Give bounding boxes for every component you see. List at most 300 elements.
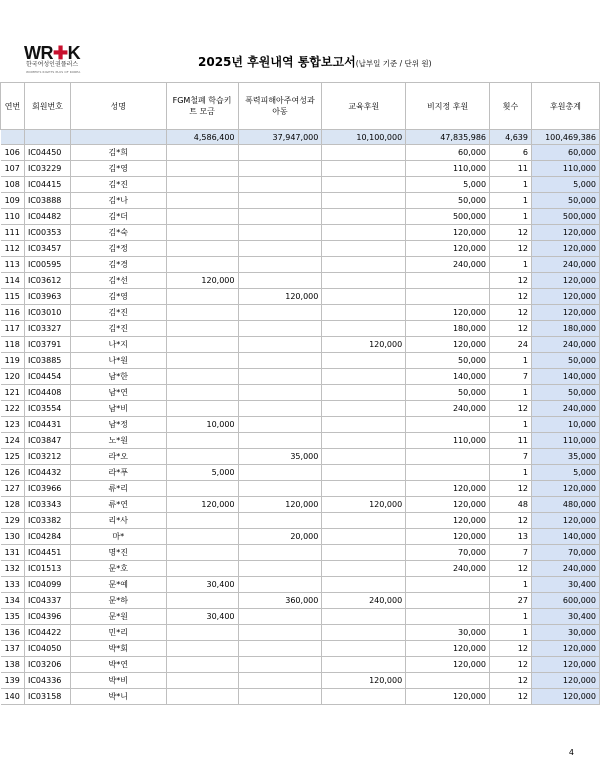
row-fgm: 120,000 [166, 497, 238, 513]
row-violence [238, 193, 322, 209]
table-row [1, 577, 600, 593]
row-count: 12 [490, 401, 532, 417]
row-violence: 35,000 [238, 449, 322, 465]
row-unspecified: 120,000 [406, 641, 490, 657]
row-member-id: IC04050 [24, 641, 70, 657]
row-count: 48 [490, 497, 532, 513]
row-unspecified: 120,000 [406, 657, 490, 673]
row-violence [238, 417, 322, 433]
row-unspecified: 110,000 [406, 161, 490, 177]
row-education [322, 657, 406, 673]
row-no: 125 [1, 449, 25, 465]
row-name: 박*비 [70, 673, 166, 689]
row-member-id: IC03791 [24, 337, 70, 353]
row-no: 130 [1, 529, 25, 545]
row-education [322, 561, 406, 577]
row-unspecified [406, 273, 490, 289]
row-education [322, 689, 406, 705]
row-education [322, 449, 406, 465]
row-unspecified: 50,000 [406, 385, 490, 401]
row-member-id: IC04099 [24, 577, 70, 593]
row-member-id: IC03158 [24, 689, 70, 705]
row-name: 류*연 [70, 497, 166, 513]
row-unspecified: 30,000 [406, 625, 490, 641]
row-education [322, 225, 406, 241]
row-violence [238, 433, 322, 449]
row-name: 명*진 [70, 545, 166, 561]
row-violence [238, 673, 322, 689]
row-violence [238, 305, 322, 321]
row-member-id: IC04431 [24, 417, 70, 433]
row-fgm [166, 529, 238, 545]
row-name: 문*예 [70, 577, 166, 593]
row-violence: 360,000 [238, 593, 322, 609]
row-unspecified: 120,000 [406, 481, 490, 497]
row-unspecified: 70,000 [406, 545, 490, 561]
row-violence [238, 145, 322, 161]
row-count: 12 [490, 657, 532, 673]
row-count: 24 [490, 337, 532, 353]
row-fgm: 30,400 [166, 609, 238, 625]
row-unspecified: 500,000 [406, 209, 490, 225]
row-violence [238, 657, 322, 673]
table-row [1, 289, 600, 305]
row-no: 126 [1, 465, 25, 481]
row-total: 500,000 [531, 209, 599, 225]
logo-cross-icon: ✚ [53, 43, 68, 63]
row-total: 120,000 [531, 513, 599, 529]
logo-english-name: WOMEN'S RIGHTS PLUS OF KOREA [26, 70, 81, 74]
row-no: 137 [1, 641, 25, 657]
row-unspecified: 60,000 [406, 145, 490, 161]
row-member-id: IC04415 [24, 177, 70, 193]
row-fgm [166, 689, 238, 705]
row-violence [238, 241, 322, 257]
row-total: 480,000 [531, 497, 599, 513]
table-row [1, 385, 600, 401]
header-violence: 폭력피해아주여성과 아동 [238, 83, 322, 130]
table-row [1, 337, 600, 353]
row-education [322, 145, 406, 161]
row-education [322, 305, 406, 321]
row-total: 240,000 [531, 257, 599, 273]
row-unspecified [406, 417, 490, 433]
row-count: 7 [490, 369, 532, 385]
row-violence [238, 353, 322, 369]
total-unspecified: 47,835,986 [406, 130, 490, 145]
row-education [322, 257, 406, 273]
row-name: 김*더 [70, 209, 166, 225]
row-unspecified: 5,000 [406, 177, 490, 193]
header-count: 횟수 [490, 83, 532, 130]
total-violence: 37,947,000 [238, 130, 322, 145]
row-name: 노*원 [70, 433, 166, 449]
row-total: 110,000 [531, 433, 599, 449]
row-unspecified [406, 289, 490, 305]
row-fgm [166, 561, 238, 577]
row-member-id: IC03229 [24, 161, 70, 177]
table-row [1, 689, 600, 705]
row-education [322, 625, 406, 641]
row-fgm [166, 337, 238, 353]
row-education [322, 321, 406, 337]
row-violence [238, 177, 322, 193]
row-name: 남*비 [70, 401, 166, 417]
row-no: 138 [1, 657, 25, 673]
row-count: 27 [490, 593, 532, 609]
page-title [198, 53, 432, 70]
row-name: 김*나 [70, 193, 166, 209]
row-violence [238, 513, 322, 529]
row-member-id: IC04422 [24, 625, 70, 641]
row-no: 122 [1, 401, 25, 417]
row-unspecified: 120,000 [406, 337, 490, 353]
table-row [1, 673, 600, 689]
row-no: 108 [1, 177, 25, 193]
row-fgm [166, 305, 238, 321]
row-fgm [166, 193, 238, 209]
row-education [322, 513, 406, 529]
row-fgm [166, 449, 238, 465]
row-name: 남*연 [70, 385, 166, 401]
row-name: 문*원 [70, 609, 166, 625]
row-violence [238, 545, 322, 561]
row-member-id: IC04336 [24, 673, 70, 689]
row-education: 240,000 [322, 593, 406, 609]
row-fgm: 30,400 [166, 577, 238, 593]
row-education [322, 481, 406, 497]
row-count: 12 [490, 513, 532, 529]
row-count: 7 [490, 545, 532, 561]
table-row [1, 369, 600, 385]
table-row [1, 177, 600, 193]
row-name: 나*지 [70, 337, 166, 353]
row-no: 127 [1, 481, 25, 497]
row-total: 35,000 [531, 449, 599, 465]
row-no: 128 [1, 497, 25, 513]
row-total: 120,000 [531, 673, 599, 689]
row-member-id: IC03010 [24, 305, 70, 321]
table-row [1, 321, 600, 337]
row-name: 김*영 [70, 289, 166, 305]
row-fgm [166, 321, 238, 337]
header-fgm: FGM철폐 학습키트 모금 [166, 83, 238, 130]
total-count: 4,639 [490, 130, 532, 145]
row-member-id: IC04450 [24, 145, 70, 161]
row-name: 라*푸 [70, 465, 166, 481]
row-unspecified: 120,000 [406, 497, 490, 513]
row-name: 박*니 [70, 689, 166, 705]
table-row [1, 625, 600, 641]
table-row [1, 145, 600, 161]
row-count: 1 [490, 625, 532, 641]
row-fgm [166, 545, 238, 561]
row-no: 107 [1, 161, 25, 177]
row-no: 139 [1, 673, 25, 689]
row-member-id: IC03888 [24, 193, 70, 209]
row-violence [238, 385, 322, 401]
row-count: 12 [490, 641, 532, 657]
row-violence [238, 209, 322, 225]
row-no: 132 [1, 561, 25, 577]
row-violence [238, 161, 322, 177]
row-total: 120,000 [531, 689, 599, 705]
row-total: 50,000 [531, 385, 599, 401]
row-violence [238, 609, 322, 625]
header-total: 후원총계 [531, 83, 599, 130]
row-fgm [166, 241, 238, 257]
table-row [1, 481, 600, 497]
row-education [322, 641, 406, 657]
row-member-id: IC04454 [24, 369, 70, 385]
header-education: 교육후원 [322, 83, 406, 130]
row-education [322, 465, 406, 481]
row-violence [238, 401, 322, 417]
row-education [322, 241, 406, 257]
title-main: 2025년 후원내역 통합보고서 [198, 55, 356, 69]
logo [24, 44, 94, 78]
row-no: 115 [1, 289, 25, 305]
row-count: 12 [490, 305, 532, 321]
row-education [322, 161, 406, 177]
row-fgm [166, 625, 238, 641]
row-name: 김*진 [70, 177, 166, 193]
row-total: 120,000 [531, 225, 599, 241]
row-member-id: IC03206 [24, 657, 70, 673]
row-unspecified: 240,000 [406, 401, 490, 417]
table-row [1, 657, 600, 673]
table-row [1, 241, 600, 257]
donation-table [0, 82, 600, 705]
row-member-id: IC03382 [24, 513, 70, 529]
row-name: 마* [70, 529, 166, 545]
row-total: 110,000 [531, 161, 599, 177]
header-member-id: 회원번호 [24, 83, 70, 130]
table-row [1, 545, 600, 561]
row-name: 남*한 [70, 369, 166, 385]
row-name: 리*사 [70, 513, 166, 529]
row-name: 나*원 [70, 353, 166, 369]
row-no: 123 [1, 417, 25, 433]
row-violence [238, 625, 322, 641]
table-row [1, 561, 600, 577]
row-total: 70,000 [531, 545, 599, 561]
row-member-id: IC00595 [24, 257, 70, 273]
row-education [322, 433, 406, 449]
row-fgm [166, 513, 238, 529]
row-name: 박*회 [70, 641, 166, 657]
row-total: 240,000 [531, 337, 599, 353]
row-education [322, 545, 406, 561]
row-count: 7 [490, 449, 532, 465]
table-row [1, 161, 600, 177]
logo-korean-name: 한국여성인권플러스 [26, 61, 79, 68]
row-education [322, 417, 406, 433]
row-name: 라*오 [70, 449, 166, 465]
row-education [322, 401, 406, 417]
row-unspecified: 50,000 [406, 193, 490, 209]
row-name: 김*영 [70, 161, 166, 177]
row-education [322, 353, 406, 369]
table-row [1, 417, 600, 433]
total-sum: 100,469,386 [531, 130, 599, 145]
row-member-id: IC04337 [24, 593, 70, 609]
table-row [1, 225, 600, 241]
row-count: 12 [490, 561, 532, 577]
row-no: 110 [1, 209, 25, 225]
row-no: 120 [1, 369, 25, 385]
row-count: 1 [490, 417, 532, 433]
row-total: 60,000 [531, 145, 599, 161]
row-violence [238, 257, 322, 273]
row-total: 5,000 [531, 177, 599, 193]
row-member-id: IC03343 [24, 497, 70, 513]
row-total: 30,400 [531, 609, 599, 625]
row-name: 문*하 [70, 593, 166, 609]
row-name: 김*진 [70, 305, 166, 321]
table-row [1, 433, 600, 449]
row-name: 김*숙 [70, 225, 166, 241]
row-violence: 20,000 [238, 529, 322, 545]
row-member-id: IC04396 [24, 609, 70, 625]
row-violence: 120,000 [238, 289, 322, 305]
header-no: 연번 [1, 83, 25, 130]
row-no: 133 [1, 577, 25, 593]
row-education [322, 177, 406, 193]
row-count: 1 [490, 465, 532, 481]
row-member-id: IC04284 [24, 529, 70, 545]
row-education [322, 529, 406, 545]
row-count: 13 [490, 529, 532, 545]
row-name: 류*리 [70, 481, 166, 497]
table-row [1, 449, 600, 465]
table-body [1, 145, 600, 705]
row-fgm [166, 401, 238, 417]
row-member-id: IC03457 [24, 241, 70, 257]
row-no: 121 [1, 385, 25, 401]
row-education: 120,000 [322, 673, 406, 689]
row-violence [238, 561, 322, 577]
totals-row [1, 130, 600, 145]
row-violence [238, 465, 322, 481]
table-row [1, 401, 600, 417]
row-no: 114 [1, 273, 25, 289]
row-fgm [166, 593, 238, 609]
row-member-id: IC03212 [24, 449, 70, 465]
row-violence: 120,000 [238, 497, 322, 513]
row-total: 120,000 [531, 657, 599, 673]
row-no: 135 [1, 609, 25, 625]
row-name: 민*리 [70, 625, 166, 641]
row-no: 118 [1, 337, 25, 353]
row-total: 5,000 [531, 465, 599, 481]
row-unspecified [406, 577, 490, 593]
row-no: 140 [1, 689, 25, 705]
row-fgm: 5,000 [166, 465, 238, 481]
row-name: 김*정 [70, 241, 166, 257]
row-unspecified: 120,000 [406, 689, 490, 705]
row-member-id: IC03327 [24, 321, 70, 337]
row-count: 1 [490, 257, 532, 273]
row-total: 120,000 [531, 481, 599, 497]
row-education [322, 385, 406, 401]
row-member-id: IC03847 [24, 433, 70, 449]
row-name: 김*선 [70, 273, 166, 289]
row-fgm [166, 385, 238, 401]
header-unspecified: 비지정 후원 [406, 83, 490, 130]
table-row [1, 305, 600, 321]
row-no: 116 [1, 305, 25, 321]
row-total: 120,000 [531, 289, 599, 305]
row-count: 1 [490, 193, 532, 209]
row-education: 120,000 [322, 337, 406, 353]
header-name: 성명 [70, 83, 166, 130]
row-count: 12 [490, 689, 532, 705]
row-count: 12 [490, 241, 532, 257]
row-total: 140,000 [531, 529, 599, 545]
row-unspecified [406, 449, 490, 465]
row-count: 1 [490, 209, 532, 225]
title-note: (납부일 기준 / 단위 원) [355, 59, 432, 68]
table-row [1, 465, 600, 481]
row-fgm [166, 673, 238, 689]
row-unspecified: 50,000 [406, 353, 490, 369]
row-total: 30,400 [531, 577, 599, 593]
row-no: 136 [1, 625, 25, 641]
row-fgm [166, 481, 238, 497]
row-fgm [166, 145, 238, 161]
row-fgm [166, 177, 238, 193]
table-row [1, 497, 600, 513]
row-member-id: IC04451 [24, 545, 70, 561]
row-fgm [166, 657, 238, 673]
row-no: 131 [1, 545, 25, 561]
row-count: 1 [490, 177, 532, 193]
table-row [1, 193, 600, 209]
row-unspecified [406, 673, 490, 689]
row-member-id: IC01513 [24, 561, 70, 577]
row-total: 30,000 [531, 625, 599, 641]
row-no: 112 [1, 241, 25, 257]
row-no: 109 [1, 193, 25, 209]
row-total: 120,000 [531, 241, 599, 257]
table-row [1, 641, 600, 657]
row-unspecified: 140,000 [406, 369, 490, 385]
row-education: 120,000 [322, 497, 406, 513]
row-count: 1 [490, 353, 532, 369]
row-count: 12 [490, 225, 532, 241]
table-row [1, 513, 600, 529]
row-violence [238, 481, 322, 497]
row-fgm [166, 161, 238, 177]
row-count: 1 [490, 385, 532, 401]
row-no: 106 [1, 145, 25, 161]
row-unspecified: 120,000 [406, 529, 490, 545]
row-member-id: IC03554 [24, 401, 70, 417]
row-violence [238, 577, 322, 593]
row-name: 박*연 [70, 657, 166, 673]
row-member-id: IC00353 [24, 225, 70, 241]
row-education [322, 209, 406, 225]
row-total: 10,000 [531, 417, 599, 433]
row-member-id: IC04482 [24, 209, 70, 225]
logo-wordmark: WR✚K [24, 43, 81, 63]
row-member-id: IC04432 [24, 465, 70, 481]
row-fgm [166, 225, 238, 241]
row-count: 12 [490, 273, 532, 289]
row-count: 12 [490, 673, 532, 689]
header-row [1, 83, 600, 130]
